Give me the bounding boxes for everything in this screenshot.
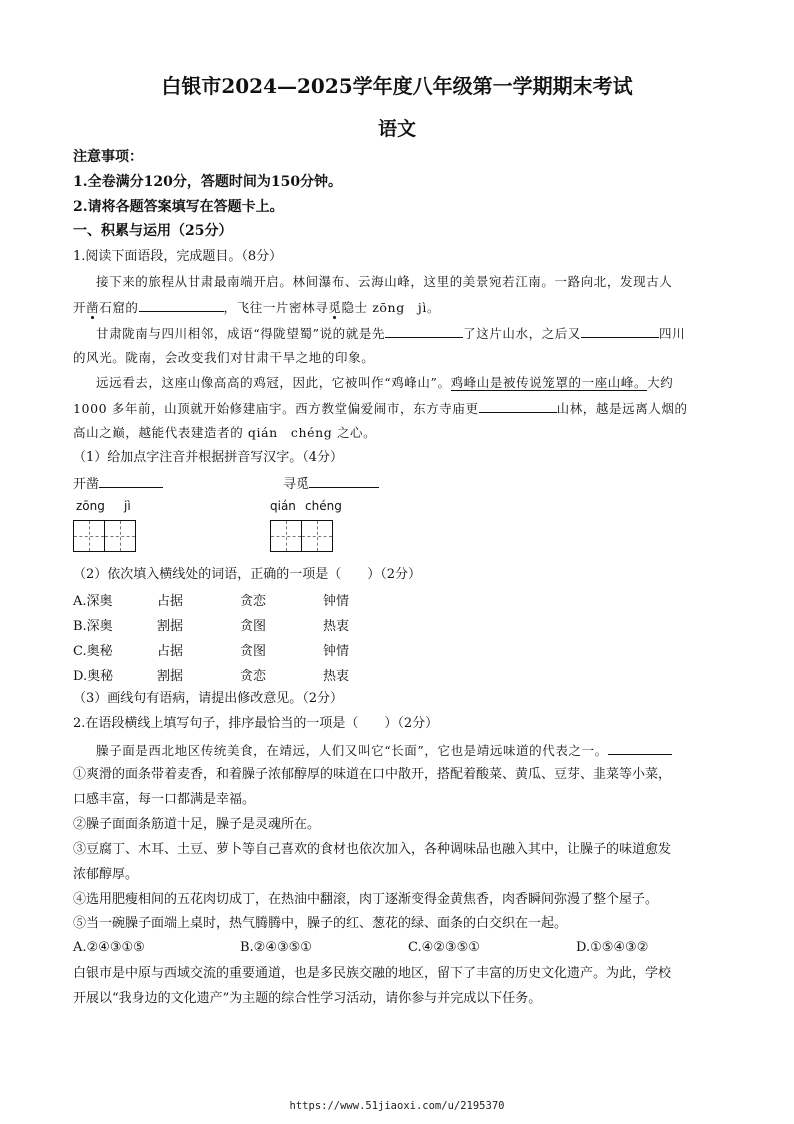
note-2: 2.请将各题答案填写在答题卡上。 [73,199,284,215]
option-a-2: 占据 [157,594,184,609]
option-c-1: C.奥秘 [73,644,113,659]
blank [99,474,163,488]
writing-grid-2 [270,520,332,552]
option-b-2: 割据 [157,619,184,634]
option-d-1: D.奥秘 [73,669,114,684]
q2-item3-line1: ③豆腐丁、木耳、土豆、萝卜等自己喜欢的食材也依次加入，各种调味品也融入其中，让臊子的味道愈发 [73,842,672,857]
option-b-3: 贪图 [240,619,267,634]
intro-line2: 开展以“我身边的文化遗产”为主题的综合性学习活动，请你参与并完成以下任务。 [73,991,542,1006]
note-1: 1.全卷满分120分，答题时间为150分钟。 [73,174,343,190]
q1-word-1: 开凿 [73,474,163,493]
q1-para3-line3: 高山之巅，越能代表建造者的 qián chéng 之心。 [73,425,377,440]
section-heading: 一、积累与运用（25分） [73,223,233,239]
q2-choice-c: C.④②③⑤① [408,940,480,955]
q2-choice-b: B.②④③⑤① [240,940,312,955]
dotted-char: 觅 [328,300,342,315]
q1-word-2: 寻觅 [283,474,379,493]
footer-url[interactable]: https://www.51jiaoxi.com/u/2195370 [289,1100,505,1112]
option-c-4: 钟情 [323,644,350,659]
blank [385,324,463,338]
option-b-1: B.深奥 [73,619,113,634]
option-c-3: 贪图 [240,644,267,659]
option-a-4: 钟情 [323,594,350,609]
option-a-3: 贪恋 [240,594,267,609]
q2-choice-a: A.②④③①⑤ [73,940,145,955]
grid-cell [301,520,333,552]
q2-choice-d: D.①⑤④③② [576,940,649,955]
q2-lead: 臊子面是西北地区传统美食，在靖远，人们又叫它“长面”，它也是靖远味道的代表之一。 [96,741,672,759]
q2-item1-line2: 口感丰富，每一口都满是幸福。 [73,792,256,807]
q1-para2-line1: 甘肃陇南与四川相邻，成语“得陇望蜀”说的就是先 了这片山水，之后又 四川 [96,326,686,341]
q2-item4: ④选用肥瘦相间的五花肉切成丁，在热油中翻滚，肉丁逐渐变得金黄焦香，肉香瞬间弥漫了整个屋子。 [73,892,659,907]
q1-para1-line2: 开凿石窟的 ，飞往一片密林寻觅隐士 zōng jì。 [73,300,441,315]
q1-para3-line1: 远远看去，这座山像高高的鸡冠，因此，它被叫作“鸡峰山”。鸡峰山是被传说笼罩的一座山峰。大约 [96,375,674,390]
q1-sub2: （2）依次填入横线处的词语，正确的一项是（ ）（2分） [73,567,422,582]
notes-heading: 注意事项： [73,149,143,165]
q1-para2-line2: 的风光。陇南，会改变我们对甘肃干旱之地的印象。 [73,350,375,365]
option-c-2: 占据 [157,644,184,659]
exam-title: 白银市2024—2025学年度八年级第一学期期末考试 [161,74,633,98]
blank [479,399,557,413]
blank [581,324,659,338]
blank [139,298,224,312]
pinyin-ji: jì [124,499,131,513]
option-d-2: 割据 [157,669,184,684]
q2-item5: ⑤当一碗臊子面端上桌时，热气腾腾中，臊子的红、葱花的绿、面条的白交织在一起。 [73,916,568,931]
q2-stem: 2.在语段横线上填写句子，排序最恰当的一项是（ ）（2分） [73,716,439,731]
q2-item1-line1: ①爽滑的面条带着麦香，和着臊子浓郁醇厚的味道在口中散开，搭配着酸菜、黄瓜、豆芽、韭菜等小菜， [73,767,672,782]
underlined-sentence: 鸡峰山是被传说笼罩的一座山峰。 [450,375,648,390]
grid-cell [270,520,302,552]
option-a-1: A.深奥 [73,594,113,609]
blank [608,741,672,755]
q2-item2: ②臊子面面条筋道十足，臊子是灵魂所在。 [73,817,321,832]
intro-line1: 白银市是中原与西域交流的重要通道，也是多民族交融的地区，留下了丰富的历史文化遗产。为此，学校 [73,966,672,981]
option-b-4: 热衷 [323,619,350,634]
pinyin-qian: qián [270,499,296,513]
dotted-char: 凿 [86,300,100,315]
q1-sub1: （1）给加点字注音并根据拼音写汉字。（4分） [73,450,344,465]
grid-cell [104,520,136,552]
q1-sub3: （3）画线句有语病，请提出修改意见。（2分） [73,691,344,706]
pinyin-zong: zōng [76,499,105,513]
q2-item3-line2: 浓郁醇厚。 [73,867,139,882]
option-d-3: 贪恋 [240,669,267,684]
pinyin-cheng: chéng [305,499,342,513]
q1-stem: 1.阅读下面语段，完成题目。（8分） [73,249,283,264]
q1-para1-line1: 接下来的旅程从甘肃最南端开启。林间瀑布、云海山峰，这里的美景宛若江南。一路向北，发现古人 [96,274,673,289]
blank [309,474,379,488]
subject-title: 语文 [377,118,416,140]
grid-cell [73,520,105,552]
q1-para3-line2: 1000 多年前，山顶就开始修建庙宇。西方教堂偏爱闹市，东方寺庙更 山林，越是远离人烟的 [73,401,688,416]
writing-grid-1 [73,520,135,552]
option-d-4: 热衷 [323,669,350,684]
